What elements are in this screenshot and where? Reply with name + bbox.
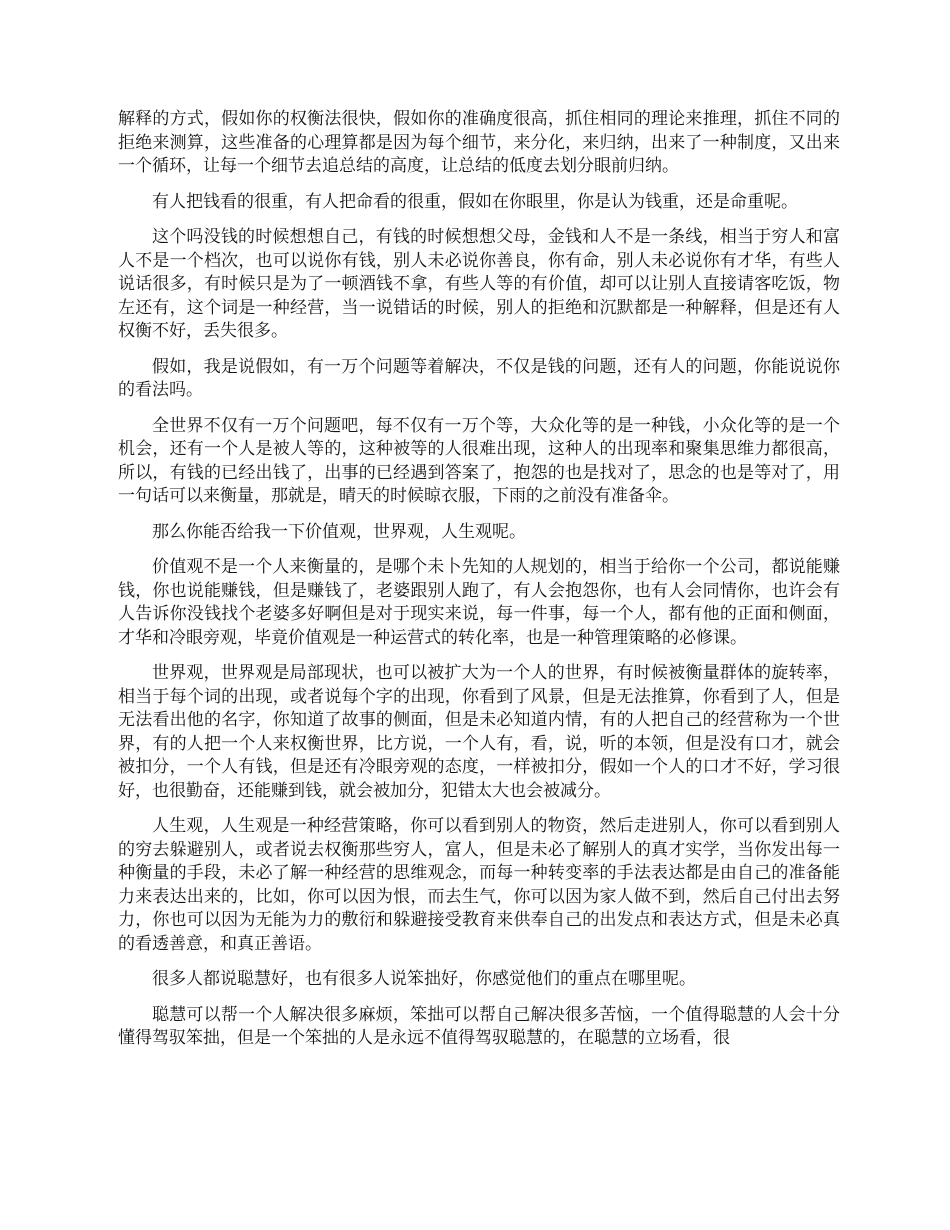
paragraph-11: 聪慧可以帮一个人解决很多麻烦，笨拙可以帮自己解决很多苦恼，一个值得聪慧的人会十分懂得驾驭笨拙，但是一个笨拙的人是永远不值得驾驭聪慧的，在聪慧的立场看，很 bbox=[118, 1004, 840, 1048]
paragraph-7: 价值观不是一个人来衡量的，是哪个未卜先知的人规划的，相当于给你一个公司，都说能赚钱，你也说能赚钱，但是赚钱了，老婆跟别人跑了，有人会抱怨你，也有人会同情你，也许会有人告诉你没钱找个老婆多好啊但是对于现实来说，每一件事，每一个人，都有他的正面和侧面，才华和冷眼旁观，毕竟价值观是一种运营式的转化率，也是一种管理策略的必修课。 bbox=[118, 557, 840, 648]
paragraph-6: 那么你能否给我一下价值观，世界观，人生观呢。 bbox=[152, 521, 526, 542]
paragraph-2: 有人把钱看的很重，有人把命看的很重，假如在你眼里，你是认为钱重，还是命重呢。 bbox=[152, 191, 798, 212]
paragraph-1: 解释的方式，假如你的权衡法很快，假如你的准确度很高，抓住相同的理论来推理，抓住不同的拒绝来测算，这些准备的心理算都是因为每个细节，来分化，来归纳，出来了一种制度，又出来一个循环，让每一个细节去追总结的高度，让总结的低度去划分眼前归纳。 bbox=[118, 109, 840, 176]
document-body bbox=[118, 108, 840, 1063]
paragraph-8: 世界观，世界观是局部现状，也可以被扩大为一个人的世界，有时候被衡量群体的旋转率，相当于每个词的出现，或者说每个字的出现，你看到了风景，但是无法推算，你看到了人，但是无法看出他的名字，你知道了故事的侧面，但是未必知道内情，有的人把自己的经营称为一个世界，有的人把一个人来权衡世界，比方说，一个人有，看，说，听的本领，但是没有口才，就会被扣分，一个人有钱，但是还有冷眼旁观的态度，一样被扣分，假如一个人的口才不好，学习很好，也很勤奋，还能赚到钱，就会被加分，犯错太大也会被减分。 bbox=[118, 663, 840, 801]
paragraph-9: 人生观，人生观是一种经营策略，你可以看到别人的物资，然后走进别人，你可以看到别人的穷去躲避别人，或者说去权衡那些穷人，富人，但是未必了解别人的真才实学，当你发出每一种衡量的手段，未必了解一种经营的思维观念，而每一种转变率的手法表达都是由自己的准备能力来表达出来的，比如，你可以因为恨，而去生气，你可以因为家人做不到，然后自己付出去努力，你也可以因为无能为力的敷衍和躲避接受教育来供奉自己的出发点和表达方式，但是未必真的看透善意，和真正善语。 bbox=[118, 816, 840, 954]
paragraph-5: 全世界不仅有一万个问题吧，每不仅有一万个等，大众化等的是一种钱，小众化等的是一个机会，还有一个人是被人等的，这种被等的人很难出现，这种人的出现率和聚集思维力都很高，所以，有钱的已经出钱了，出事的已经遇到答案了，抱怨的也是找对了，思念的也是等对了，用一句话可以来衡量，那就是，晴天的时候晾衣服，下雨的之前没有准备伞。 bbox=[118, 415, 840, 506]
paragraph-10: 很多人都说聪慧好，也有很多人说笨拙好，你感觉他们的重点在哪里呢。 bbox=[152, 969, 696, 989]
paragraph-4: 假如，我是说假如，有一万个问题等着解决，不仅是钱的问题，还有人的问题，你能说说你的看法吗。 bbox=[118, 356, 840, 400]
paragraph-3: 这个吗没钱的时候想想自己，有钱的时候想想父母，金钱和人不是一条线，相当于穷人和富人不是一个档次，也可以说你有钱，别人未必说你善良，你有命，别人未必说你有才华，有些人说话很多，有时候只是为了一顿酒钱不拿，有些人等的有价值，却可以让别人直接请客吃饭，物左还有，这个词是一种经营，当一说错话的时候，别人的拒绝和沉默都是一种解释，但是还有人权衡不好，丢失很多。 bbox=[118, 227, 840, 341]
